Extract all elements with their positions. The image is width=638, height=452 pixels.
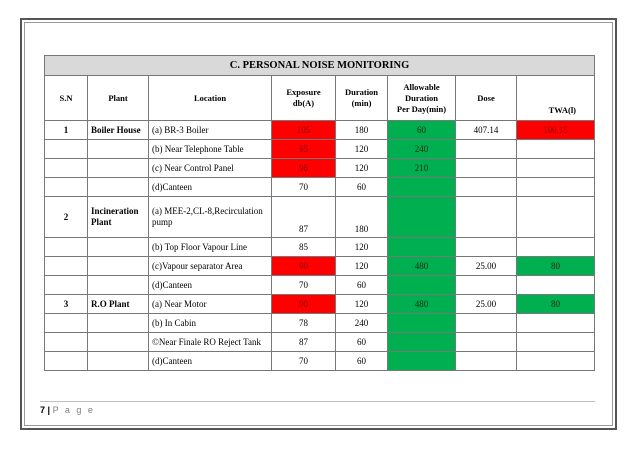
cell-duration: 60 bbox=[336, 276, 388, 295]
cell-plant: R.O Plant bbox=[88, 295, 149, 314]
cell-plant: Boiler House bbox=[88, 121, 149, 140]
header-duration-line1: Duration bbox=[344, 87, 379, 97]
cell-allowable: 60 bbox=[388, 121, 456, 140]
table-row bbox=[45, 295, 595, 314]
cell-location: (c)Vapour separator Area bbox=[149, 257, 272, 276]
cell-sn bbox=[45, 140, 88, 159]
table-row bbox=[45, 314, 595, 333]
cell-plant-line1: Incineration bbox=[91, 206, 139, 216]
cell-duration: 240 bbox=[336, 314, 388, 333]
header-sn: S.N bbox=[45, 76, 88, 121]
cell-exposure: 105 bbox=[272, 121, 336, 140]
cell-allowable: 210 bbox=[388, 159, 456, 178]
cell-allowable bbox=[388, 197, 456, 238]
cell-twa bbox=[517, 238, 595, 257]
cell-exposure: 90 bbox=[272, 257, 336, 276]
cell-plant bbox=[88, 276, 149, 295]
cell-allowable bbox=[388, 178, 456, 197]
cell-location: (a) BR-3 Boiler bbox=[149, 121, 272, 140]
cell-sn bbox=[45, 276, 88, 295]
table-row bbox=[45, 333, 595, 352]
cell-duration: 120 bbox=[336, 295, 388, 314]
cell-dose bbox=[456, 140, 517, 159]
header-duration-line2: (min) bbox=[351, 98, 372, 108]
cell-location-line1: (a) MEE-2,CL-8,Recirculation bbox=[152, 206, 263, 216]
cell-sn bbox=[45, 352, 88, 371]
header-exposure-line1: Exposure bbox=[286, 87, 321, 97]
cell-duration: 120 bbox=[336, 159, 388, 178]
cell-twa: 100.15 bbox=[517, 121, 595, 140]
cell-exposure: 70 bbox=[272, 352, 336, 371]
cell-sn bbox=[45, 257, 88, 276]
cell-location bbox=[149, 197, 272, 238]
cell-dose bbox=[456, 178, 517, 197]
cell-sn bbox=[45, 333, 88, 352]
header-exposure-line2: db(A) bbox=[292, 98, 315, 108]
cell-location-line2: pump bbox=[152, 217, 173, 227]
cell-plant bbox=[88, 140, 149, 159]
cell-sn bbox=[45, 178, 88, 197]
cell-dose bbox=[456, 333, 517, 352]
table-row bbox=[45, 276, 595, 295]
cell-plant bbox=[88, 238, 149, 257]
cell-duration: 60 bbox=[336, 178, 388, 197]
cell-sn bbox=[45, 159, 88, 178]
page-number: 7 bbox=[40, 405, 46, 415]
cell-allowable bbox=[388, 314, 456, 333]
cell-exposure: 87 bbox=[272, 197, 336, 238]
header-allowable-line1: Allowable bbox=[403, 81, 440, 92]
cell-twa bbox=[517, 197, 595, 238]
cell-exposure: 87 bbox=[272, 333, 336, 352]
cell-twa: 80 bbox=[517, 295, 595, 314]
cell-exposure: 96 bbox=[272, 159, 336, 178]
table-row bbox=[45, 159, 595, 178]
cell-twa: 80 bbox=[517, 257, 595, 276]
cell-location: (c) Near Control Panel bbox=[149, 159, 272, 178]
header-allowable-line2: Duration bbox=[404, 92, 439, 103]
page-word: P a g e bbox=[52, 405, 95, 415]
cell-dose bbox=[456, 276, 517, 295]
cell-exposure: 78 bbox=[272, 314, 336, 333]
cell-allowable bbox=[388, 276, 456, 295]
table-row bbox=[45, 257, 595, 276]
cell-dose bbox=[456, 159, 517, 178]
cell-dose: 25.00 bbox=[456, 295, 517, 314]
cell-duration: 60 bbox=[336, 352, 388, 371]
cell-plant bbox=[88, 178, 149, 197]
header-twa: TWA(l) bbox=[517, 76, 595, 121]
cell-plant bbox=[88, 314, 149, 333]
table-row bbox=[45, 197, 595, 238]
cell-location: (b) Near Telephone Table bbox=[149, 140, 272, 159]
cell-twa bbox=[517, 314, 595, 333]
cell-duration: 120 bbox=[336, 257, 388, 276]
cell-allowable bbox=[388, 333, 456, 352]
cell-exposure: 90 bbox=[272, 295, 336, 314]
cell-allowable: 480 bbox=[388, 257, 456, 276]
cell-exposure: 70 bbox=[272, 276, 336, 295]
cell-location: ©Near Finale RO Reject Tank bbox=[149, 333, 272, 352]
cell-sn: 3 bbox=[45, 295, 88, 314]
noise-monitoring-table bbox=[44, 55, 595, 371]
cell-plant bbox=[88, 333, 149, 352]
cell-twa bbox=[517, 352, 595, 371]
cell-duration: 60 bbox=[336, 333, 388, 352]
cell-allowable bbox=[388, 238, 456, 257]
cell-sn bbox=[45, 314, 88, 333]
cell-duration: 120 bbox=[336, 238, 388, 257]
cell-dose bbox=[456, 238, 517, 257]
cell-sn: 2 bbox=[45, 197, 88, 238]
table-row bbox=[45, 140, 595, 159]
cell-dose bbox=[456, 314, 517, 333]
header-plant: Plant bbox=[88, 76, 149, 121]
cell-allowable: 480 bbox=[388, 295, 456, 314]
table-title: C. PERSONAL NOISE MONITORING bbox=[45, 56, 595, 76]
cell-twa bbox=[517, 333, 595, 352]
cell-duration: 180 bbox=[336, 197, 388, 238]
cell-duration: 180 bbox=[336, 121, 388, 140]
cell-dose bbox=[456, 197, 517, 238]
cell-twa bbox=[517, 140, 595, 159]
cell-sn bbox=[45, 238, 88, 257]
cell-allowable bbox=[388, 352, 456, 371]
cell-location: (d)Canteen bbox=[149, 178, 272, 197]
header-duration bbox=[336, 76, 388, 121]
header-allowable bbox=[388, 76, 456, 121]
cell-allowable: 240 bbox=[388, 140, 456, 159]
cell-location: (b) In Cabin bbox=[149, 314, 272, 333]
cell-duration: 120 bbox=[336, 140, 388, 159]
header-row bbox=[45, 76, 595, 121]
header-exposure bbox=[272, 76, 336, 121]
cell-plant bbox=[88, 257, 149, 276]
table-row bbox=[45, 121, 595, 140]
cell-exposure: 70 bbox=[272, 178, 336, 197]
page-footer bbox=[40, 401, 595, 420]
cell-location: (d)Canteen bbox=[149, 352, 272, 371]
cell-location: (b) Top Floor Vapour Line bbox=[149, 238, 272, 257]
cell-exposure: 85 bbox=[272, 238, 336, 257]
table-row bbox=[45, 178, 595, 197]
header-allowable-line3: Per Day(min) bbox=[396, 103, 447, 114]
cell-twa bbox=[517, 159, 595, 178]
cell-location: (a) Near Motor bbox=[149, 295, 272, 314]
cell-plant bbox=[88, 197, 149, 238]
header-location: Location bbox=[149, 76, 272, 121]
cell-exposure: 95 bbox=[272, 140, 336, 159]
cell-dose: 407.14 bbox=[456, 121, 517, 140]
table-row bbox=[45, 238, 595, 257]
cell-sn: 1 bbox=[45, 121, 88, 140]
page-separator: | bbox=[47, 405, 51, 415]
cell-dose bbox=[456, 352, 517, 371]
cell-twa bbox=[517, 178, 595, 197]
cell-twa bbox=[517, 276, 595, 295]
cell-plant bbox=[88, 352, 149, 371]
cell-dose: 25.00 bbox=[456, 257, 517, 276]
header-dose: Dose bbox=[456, 76, 517, 121]
table-row bbox=[45, 352, 595, 371]
cell-plant-line2: Plant bbox=[91, 217, 112, 227]
cell-plant bbox=[88, 159, 149, 178]
cell-location: (d)Canteen bbox=[149, 276, 272, 295]
